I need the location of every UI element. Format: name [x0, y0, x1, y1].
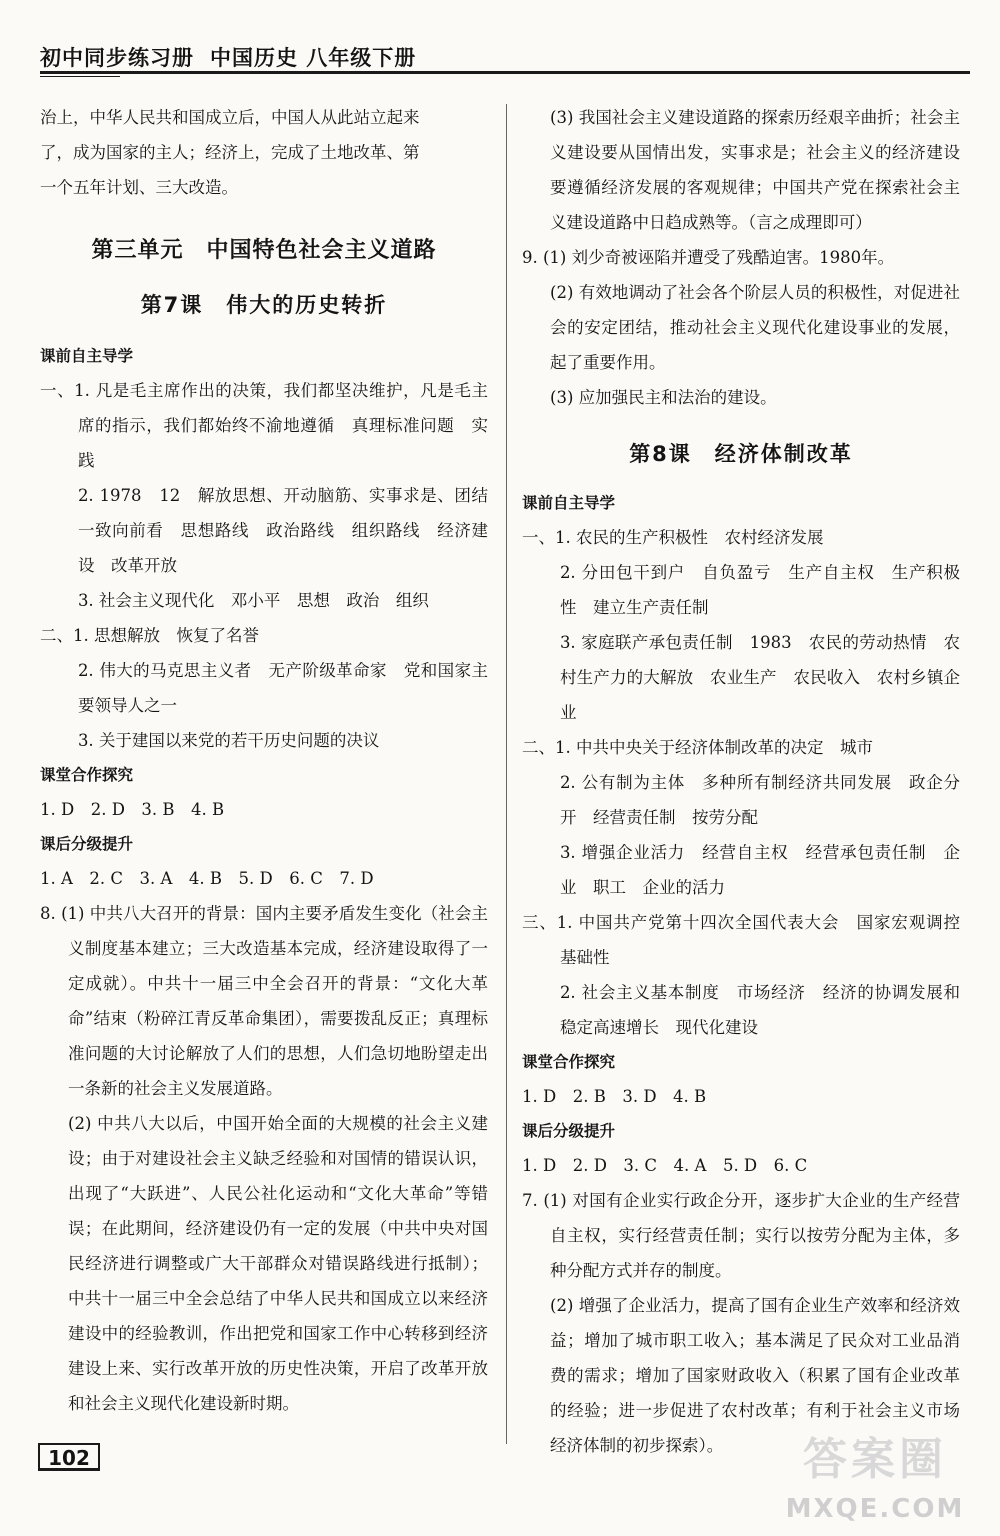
answer-item: (3) 我国社会主义建设道路的探索历经艰辛曲折；社会主义建设要从国情出发，实事求是；社会主义的经济建设要遵循经济发展的客观规律；中国共产党在探索社会主义建设道路中日趋成熟等。（言之成理即可） — [550, 108, 960, 232]
section-heading: 课后分级提升 — [522, 1122, 616, 1140]
answer-item: 二、1. 思想解放 恢复了名誉 — [40, 626, 259, 645]
answer-item: 2. 分田包干到户 自负盈亏 生产自主权 生产积极性 建立生产责任制 — [559, 563, 960, 617]
section-heading: 课前自主导学 — [522, 494, 616, 512]
answer-list: 1. D 2. D 3. B 4. B — [40, 800, 225, 819]
section-heading: 课堂合作探究 — [40, 766, 134, 784]
answer-list: 1. D 2. B 3. D 4. B — [522, 1087, 707, 1106]
answer-item: 一、1. 农民的生产积极性 农村经济发展 — [522, 528, 824, 547]
answer-item: 2. 公有制为主体 多种所有制经济共同发展 政企分开 经营责任制 按劳分配 — [559, 773, 960, 827]
answer-item: (2) 有效地调动了社会各个阶层人员的积极性，对促进社会的安定团结，推动社会主义现代化建设事业的发展，起了重要作用。 — [550, 283, 960, 372]
answer-item: 2. 伟大的马克思主义者 无产阶级革命家 党和国家主要领导人之一 — [77, 661, 488, 715]
answer-item: 一、1. 凡是毛主席作出的决策，我们都坚决维护，凡是毛主席的指示，我们都始终不渝地遵循 真理标准问题 实践 — [40, 381, 488, 470]
answer-item: (2) 增强了企业活力，提高了国有企业生产效率和经济效益；增加了城市职工收入；基本满足了民众对工业品消费的需求；增加了国家财政收入（积累了国有企业改革的经验；进一步促进了农村改革；有利于社会主义市场经济体制的初步探索）。 — [550, 1296, 960, 1455]
answer-item: 二、1. 中共中央关于经济体制改革的决定 城市 — [522, 738, 873, 757]
column-divider — [506, 104, 507, 1444]
answer-item: 9. (1) 刘少奇被诬陷并遭受了残酷迫害。1980年。 — [522, 248, 895, 267]
answer-item: 2. 社会主义基本制度 市场经济 经济的协调发展和稳定高速增长 现代化建设 — [559, 983, 960, 1037]
watermark-url: MXQE.COM — [785, 1494, 965, 1524]
watermark-logo — [770, 1430, 980, 1530]
answer-item: 2. 1978 12 解放思想、开动脑筋、实事求是、团结一致向前看 思想路线 政治路线 组织路线 经济建设 改革开放 — [77, 486, 488, 575]
intro-line: 治上，中华人民共和国成立后，中国人从此站立起来 — [40, 108, 420, 127]
header-rule — [40, 71, 970, 74]
answer-item: 7. (1) 对国有企业实行政企分开，逐步扩大企业的生产经营自主权，实行经营责任制；实行以按劳分配为主体，多种分配方式并存的制度。 — [522, 1191, 960, 1280]
answer-list: 1. A 2. C 3. A 4. B 5. D 6. C 7. D — [40, 869, 374, 888]
right-column — [522, 100, 977, 1463]
answer-list: 1. D 2. D 3. C 4. A 5. D 6. C — [522, 1156, 808, 1175]
unit-title: 第三单元 中国特色社会主义道路 — [91, 238, 437, 263]
answer-item: 3. 家庭联产承包责任制 1983 农民的劳动热情 农村生产力的大解放 农业生产 农民收入 农村乡镇企业 — [559, 633, 960, 722]
lesson-title: 第7课 伟大的历史转折 — [140, 293, 388, 317]
lesson-title: 第8课 经济体制改革 — [629, 442, 853, 466]
header-rule-accent — [40, 76, 120, 77]
section-heading: 课后分级提升 — [40, 835, 134, 853]
header-title — [40, 42, 416, 72]
answer-item: 3. 社会主义现代化 邓小平 思想 政治 组织 — [77, 591, 429, 610]
section-heading: 课堂合作探究 — [522, 1053, 616, 1071]
answer-item: 8. (1) 中共八大召开的背景：国内主要矛盾发生变化（社会主义制度基本建立；三大改造基本完成，经济建设取得了一定成就）。中共十一届三中全会召开的背景：“文化大革命”结束（粉碎江青反革命集团），需要拨乱反正；真理标准问题的大讨论解放了人们的思想，人们急切地盼望走出一条新的社会主义发展道路。 — [40, 904, 488, 1098]
answer-item: (3) 应加强民主和法治的建设。 — [550, 388, 777, 407]
intro-line: 一个五年计划、三大改造。 — [40, 178, 238, 197]
answer-item: 3. 关于建国以来党的若干历史问题的决议 — [77, 731, 380, 750]
subject-title: 中国历史 八年级下册 — [210, 45, 417, 70]
intro-line: 了，成为国家的主人；经济上，完成了土地改革、第 — [40, 143, 420, 162]
book-title: 初中同步练习册 — [40, 46, 194, 70]
answer-item: 3. 增强企业活力 经营自主权 经营承包责任制 企业 职工 企业的活力 — [559, 843, 960, 897]
section-heading: 课前自主导学 — [40, 347, 134, 365]
answer-item: (2) 中共八大以后，中国开始全面的大规模的社会主义建设；由于对建设社会主义缺乏经验和对国情的错误认识，出现了“大跃进”、人民公社化运动和“文化大革命”等错误；在此期间，经济建设仍有一定的发展（中共中央对国民经济进行调整或广大干部群众对错误路线进行抵制）；中共十一届三中全会总结了中华人民共和国成立以来经济建设中的经验教训，作出把党和国家工作中心转移到经济建设上来、实行改革开放的历史性决策，开启了改革开放和社会主义现代化建设新时期。 — [68, 1114, 488, 1413]
page-number: 102 — [38, 1443, 100, 1471]
left-column — [40, 100, 488, 1421]
page-header — [40, 40, 970, 76]
watermark-text: 答案圈 — [803, 1434, 947, 1485]
answer-item: 三、1. 中国共产党第十四次全国代表大会 国家宏观调控 基础性 — [522, 913, 977, 967]
